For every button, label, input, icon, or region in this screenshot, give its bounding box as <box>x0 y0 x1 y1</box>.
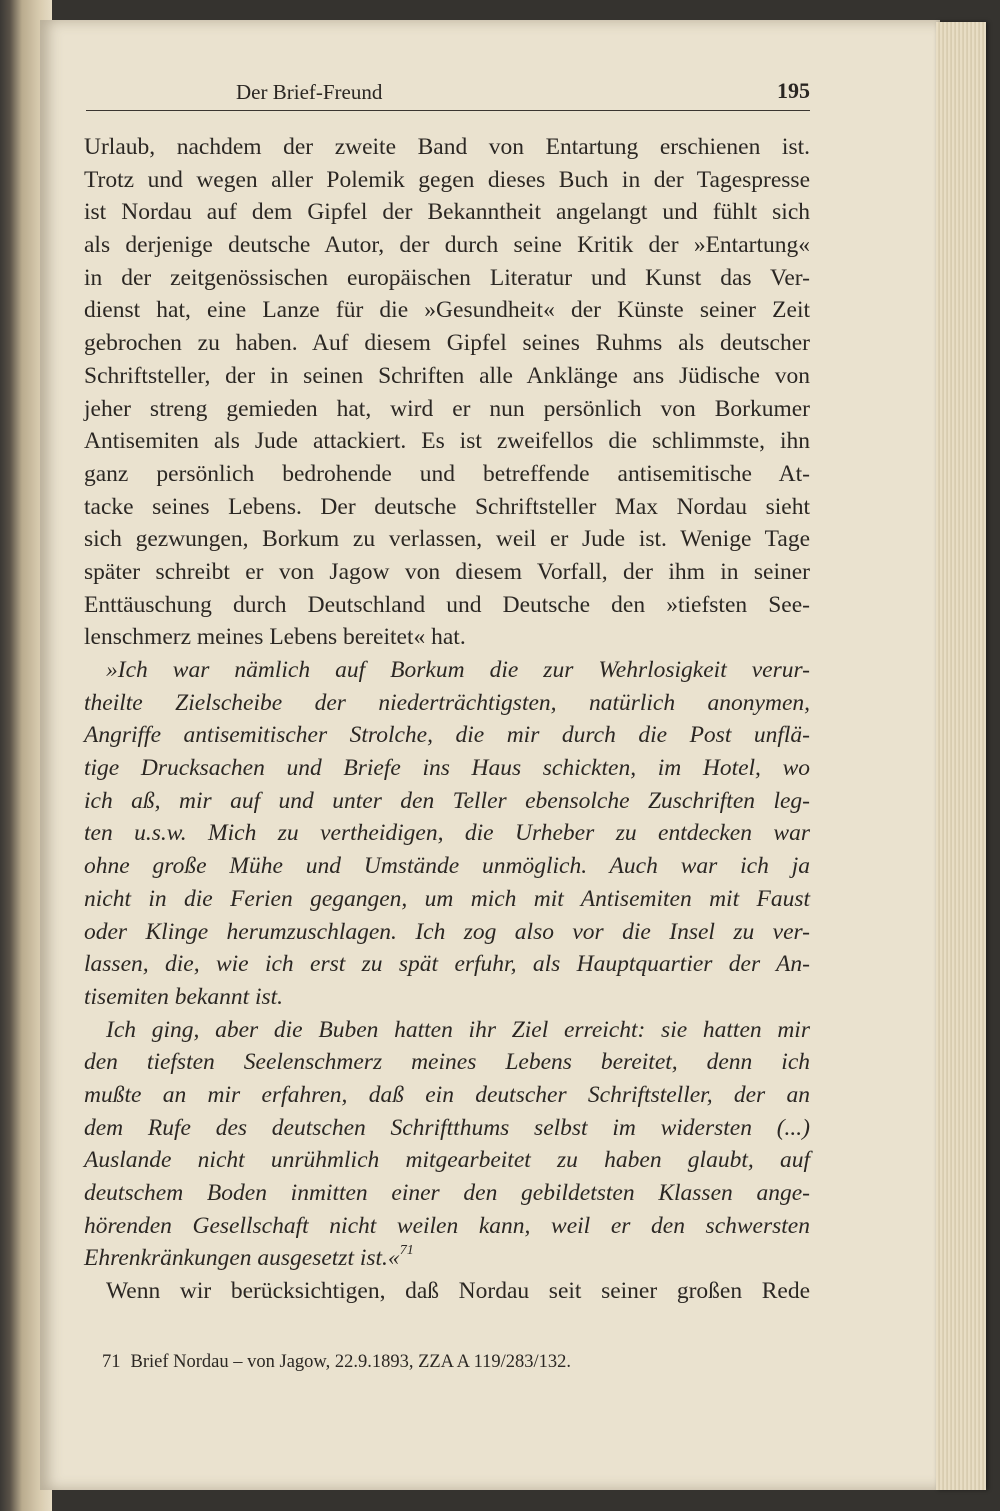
text-line-content: dem Rufe des deutschen Schriftthums selbst im widersten (...) <box>84 1114 810 1141</box>
text-line <box>84 262 810 295</box>
text-line-content: den tiefsten Seelenschmerz meines Lebens bereitet, denn ich <box>84 1049 810 1076</box>
text-line-content: deutschem Boden inmitten einer den gebildetsten Klassen ange- <box>84 1180 810 1206</box>
text-line-content: ist Nordau auf dem Gipfel der Bekanntheit angelangt und fühlt sich <box>84 199 810 226</box>
text-line <box>84 719 810 752</box>
text-line <box>84 981 810 1014</box>
text-line <box>84 1275 810 1308</box>
text-line <box>84 425 810 458</box>
text-line <box>84 294 810 327</box>
text-line-content: Wenn wir berücksichtigen, daß Nordau seit seiner großen Rede <box>106 1278 810 1305</box>
running-head <box>86 78 810 111</box>
text-line-content: »Ich war nämlich auf Borkum die zur Wehrlosigkeit verur- <box>106 657 810 683</box>
text-line-content: in der zeitgenössischen europäischen Literatur und Kunst das Ver- <box>84 264 810 291</box>
text-line-content: Ehrenkränkungen ausgesetzt ist.« <box>84 1245 400 1272</box>
text-line-content: ohne große Mühe und Umstände unmöglich. Auch war ich ja <box>84 853 810 880</box>
text-line-content: als derjenige deutsche Autor, der durch seine Kritik der »Entartung« <box>84 232 810 259</box>
text-line <box>84 360 810 393</box>
text-line <box>84 752 810 785</box>
text-line-content: ten u.s.w. Mich zu vertheidigen, die Urheber zu entdecken war <box>84 820 810 847</box>
text-line <box>84 817 810 850</box>
text-line-content: Trotz und wegen aller Polemik gegen dieses Buch in der Tagespresse <box>84 166 810 193</box>
text-line <box>84 687 810 720</box>
text-line <box>84 1210 810 1243</box>
text-line-content: tisemiten bekannt ist. <box>84 983 284 1010</box>
text-line-content: Enttäuschung durch Deutschland und Deutsche den »tiefsten See- <box>84 591 810 618</box>
text-line-content: lenschmerz meines Lebens bereitet« hat. <box>84 624 466 651</box>
text-line <box>84 1177 810 1210</box>
text-line <box>84 1144 810 1177</box>
text-line <box>84 491 810 524</box>
text-line <box>84 1112 810 1145</box>
text-line-content: ganz persönlich bedrohende und betreffende antisemitische At- <box>84 460 810 487</box>
footnote-reference: 71 <box>399 1242 414 1258</box>
text-line <box>84 327 810 360</box>
text-line <box>84 393 810 426</box>
text-line-content: oder Klinge herumzuschlagen. Ich zog also vor die Insel zu ver- <box>84 918 810 945</box>
running-head-title: Der Brief-Freund <box>236 80 383 104</box>
text-line <box>84 523 810 556</box>
text-line-content: Auslande nicht unrühmlich mitgearbeitet zu haben glaubt, auf <box>84 1147 810 1174</box>
text-line <box>84 1014 810 1047</box>
text-line <box>84 1079 810 1112</box>
body-text <box>84 131 810 1308</box>
text-line <box>84 556 810 589</box>
text-line <box>84 229 810 262</box>
text-line-content: Angriffe antisemitischer Strolche, die mir durch die Post unflä- <box>84 722 810 749</box>
text-line-content: später schreibt er von Jagow von diesem Vorfall, der ihm in seiner <box>84 558 810 585</box>
page-stack-edge <box>936 22 986 1490</box>
text-line-content: tige Drucksachen und Briefe ins Haus schickten, im Hotel, wo <box>84 755 810 782</box>
text-line-content: jeher streng gemieden hat, wird er nun persönlich von Borkumer <box>84 395 810 422</box>
text-line-content: mußte an mir erfahren, daß ein deutscher Schriftsteller, der an <box>84 1081 810 1108</box>
text-line-content: lassen, die, wie ich erst zu spät erfuhr, als Hauptquartier der An- <box>84 951 810 978</box>
text-line <box>84 458 810 491</box>
text-line-content: tacke seines Lebens. Der deutsche Schriftsteller Max Nordau sieht <box>84 493 810 520</box>
text-line-content: theilte Zielscheibe der niederträchtigsten, natürlich anonymen, <box>84 689 810 716</box>
footnote-number: 71 <box>102 1352 121 1372</box>
text-line <box>84 196 810 229</box>
text-line <box>84 916 810 949</box>
text-line-content: Antisemiten als Jude attackiert. Es ist zweifellos die schlimmste, ihn <box>84 428 810 455</box>
text-line <box>84 948 810 981</box>
text-line-content: nicht in die Ferien gegangen, um mich mit Antisemiten mit Faust <box>84 885 810 912</box>
text-line <box>84 883 810 916</box>
text-line <box>84 589 810 622</box>
text-line <box>84 1046 810 1079</box>
text-line-content: gebrochen zu haben. Auf diesem Gipfel seines Ruhms als deutscher <box>84 330 810 357</box>
text-line-content: Urlaub, nachdem der zweite Band von Entartung erschienen ist. <box>84 134 810 160</box>
text-line-content: hörenden Gesellschaft nicht weilen kann, weil er den schwersten <box>84 1212 810 1239</box>
page-number: 195 <box>777 78 810 103</box>
text-line-content: Schriftsteller, der in seinen Schriften alle Anklänge ans Jüdische von <box>84 362 810 389</box>
text-line-content: ich aß, mir auf und unter den Teller ebensolche Zuschriften leg- <box>84 787 810 814</box>
text-line-content: dienst hat, eine Lanze für die »Gesundheit« der Künste seiner Zeit <box>84 297 810 324</box>
text-line <box>84 1242 810 1275</box>
text-line <box>84 850 810 883</box>
text-line <box>84 785 810 818</box>
text-line <box>84 654 810 687</box>
text-line <box>84 621 810 654</box>
text-line <box>84 164 810 197</box>
text-line <box>84 131 810 164</box>
text-line-content: sich gezwungen, Borkum zu verlassen, weil er Jude ist. Wenige Tage <box>84 526 810 553</box>
text-line-content: Ich ging, aber die Buben hatten ihr Ziel erreicht: sie hatten mir <box>106 1016 810 1043</box>
footnote-text: Brief Nordau – von Jagow, 22.9.1893, ZZA A 119/283/132. <box>130 1352 572 1372</box>
footnote <box>102 1352 812 1373</box>
